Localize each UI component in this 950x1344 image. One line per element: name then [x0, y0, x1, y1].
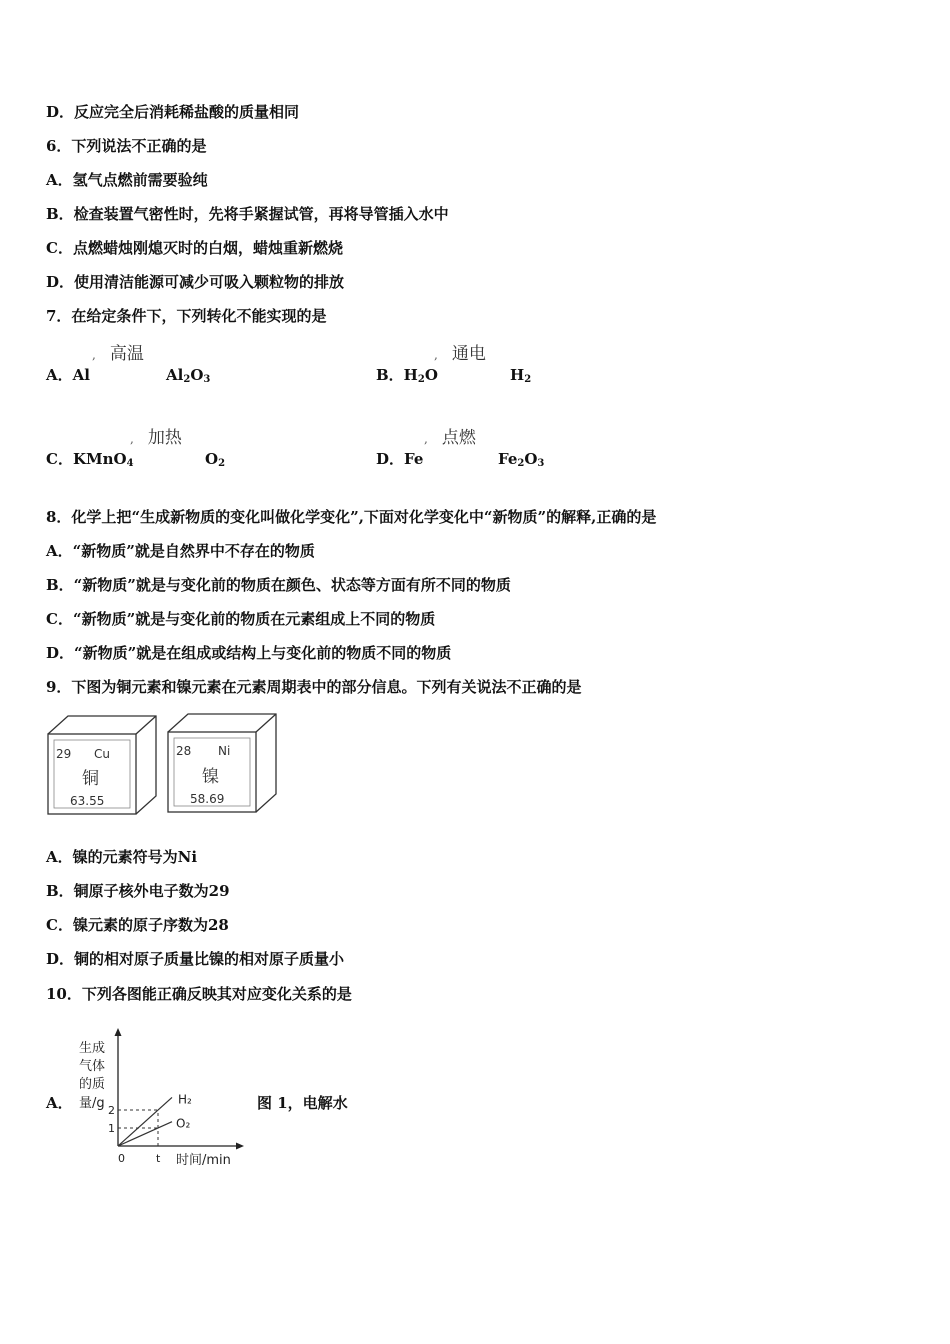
q8-stem: 8．化学上把“生成新物质的变化叫做化学变化”,下面对化学变化中“新物质”的解释,正确的是 [46, 508, 657, 526]
q9-option-d: D．铜的相对原子质量比镍的相对原子质量小 [46, 950, 345, 968]
q6-option-a: A．氢气点燃前需要验纯 [46, 171, 208, 189]
q8-option-a: A．“新物质”就是自然界中不存在的物质 [46, 542, 315, 560]
q10-option-a-caption: 图 1，电解水 [257, 1094, 348, 1112]
q6-option-c: C．点燃蜡烛刚熄灭时的白烟，蜡烛重新燃烧 [46, 239, 343, 257]
q7-option-b-product: $H_2$ [510, 366, 532, 385]
q7-option-d: D．Fe [376, 450, 424, 468]
x-axis-label: 时间/min [176, 1153, 231, 1168]
q5-option-d: D．反应完全后消耗稀盐酸的质量相同 [46, 103, 300, 121]
q7-d-condition: , 点燃 [424, 428, 476, 448]
q7-stem: 7．在给定条件下，下列转化不能实现的是 [46, 307, 327, 325]
origin-label: 0 [118, 1152, 125, 1165]
x-axis-arrow [236, 1143, 244, 1150]
q8-option-b: B．“新物质”就是与变化前的物质在颜色、状态等方面有所不同的物质 [46, 576, 511, 594]
element-cell-cu [48, 716, 156, 814]
y-tick-label-2: 2 [108, 1104, 115, 1117]
q6-option-b: B．检查装置气密性时，先将手紧握试管，再将导管插入水中 [46, 205, 449, 223]
q7-option-b: B．$H_2O$ [376, 366, 438, 385]
q6-stem: 6．下列说法不正确的是 [46, 137, 207, 155]
ylabel-line-1: 生成 [79, 1041, 106, 1056]
q8-option-d: D．“新物质”就是在组成或结构上与变化前的物质不同的物质 [46, 644, 452, 662]
q6-option-d: D．使用清洁能源可减少可吸入颗粒物的排放 [46, 273, 345, 291]
series-line-o2 [118, 1122, 172, 1146]
cu-atomic-number: 29 [56, 747, 72, 761]
q9-option-b: B．铜原子核外电子数为29 [46, 882, 230, 900]
y-tick-label-1: 1 [108, 1122, 115, 1135]
q7-option-d-product: $Fe_2O_3$ [498, 450, 545, 469]
element-cells-figure [44, 712, 284, 818]
cu-mass: 63.55 [70, 794, 105, 808]
x-tick-label-t: t [156, 1152, 161, 1165]
ni-atomic-number: 28 [176, 744, 192, 758]
ylabel-line-4: 量/g [79, 1096, 105, 1111]
element-cell-ni [168, 714, 276, 812]
q9-stem: 9．下图为铜元素和镍元素在元素周期表中的部分信息。下列有关说法不正确的是 [46, 678, 582, 696]
q7-a-condition: , 高温 [92, 344, 144, 364]
chart-ylabel [79, 1040, 105, 1111]
electrolysis-chart [70, 1024, 250, 1174]
q10-option-a-label: A． [46, 1094, 73, 1112]
cu-name: 铜 [82, 769, 99, 789]
ylabel-line-3: 的质 [79, 1077, 106, 1092]
ni-mass: 58.69 [190, 792, 225, 806]
q7-b-condition: , 通电 [434, 344, 486, 364]
series-line-h2 [118, 1097, 172, 1146]
q7-option-a: A．Al [46, 366, 90, 384]
ylabel-line-2: 气体 [79, 1059, 106, 1074]
q7-option-a-product: $Al_2O_3$ [166, 366, 211, 385]
series-label-o2: O₂ [176, 1116, 191, 1131]
q7-option-c: C．KMnO$_4$ [46, 450, 134, 469]
ni-name: 镍 [202, 767, 219, 787]
q9-option-a: A．镍的元素符号为Ni [46, 848, 198, 866]
cu-symbol: Cu [94, 747, 110, 761]
q8-option-c: C．“新物质”就是与变化前的物质在元素组成上不同的物质 [46, 610, 436, 628]
q10-stem: 10．下列各图能正确反映其对应变化关系的是 [46, 985, 352, 1003]
q7-option-c-product: $O_2$ [205, 450, 226, 469]
q9-option-c: C．镍元素的原子序数为28 [46, 916, 229, 934]
series-label-h2: H₂ [178, 1092, 192, 1107]
ni-symbol: Ni [218, 744, 231, 758]
q7-c-condition: , 加热 [130, 428, 182, 448]
y-axis-arrow [115, 1028, 122, 1036]
